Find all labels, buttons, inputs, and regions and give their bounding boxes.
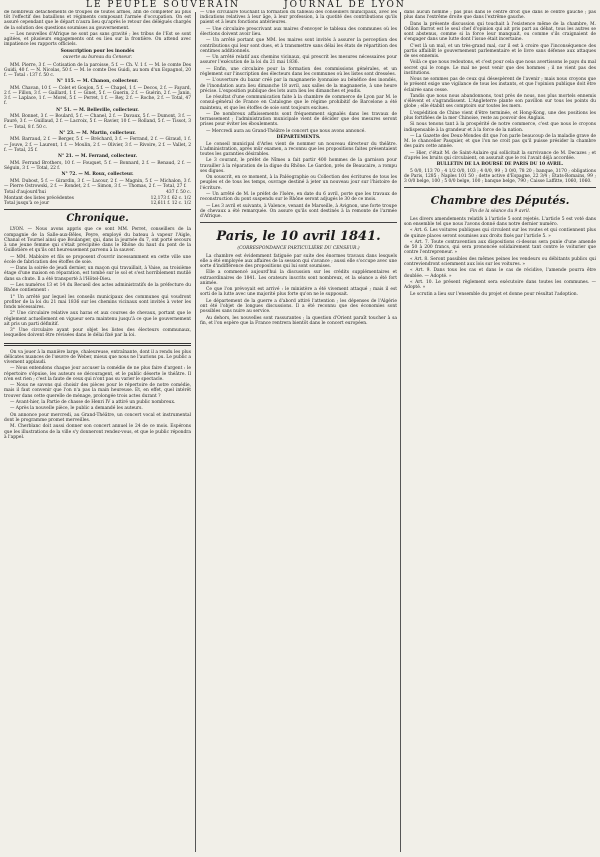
article-paragraph: — Un arrêté relatif aux chemins vicinaux, qui prescrit les mesures nécessaires pour assurer l'exécution de la loi du 21 mai 1836. [200,55,397,66]
article-paragraph: — Hier, c'était M. de Saint-Aulaire qui sollicitait la survivance de M. Decazes ; et d'après les bruits qui circulaient, on assurait que le roi l'avait déjà accordée. [404,150,596,161]
theatre-paragraph: — Nous entendons chaque jour accuser la comédie de ne plus faire d'argent : le répertoire s'épuise, les auteurs se découragent, et le public déserte le théâtre. Il n'en est rien ; c'est la faute de ceux qui n'ont pas su varier le spectacle. [4,366,191,382]
paris-paragraph: Le département de la guerre a d'abord attiré l'attention ; les dépenses de l'Algérie ont été l'objet de longues discussions. Il a été reconnu que des économies sont possibles sans nuire au service. [200,298,397,315]
list-line: MM. Dubost, 5 f. — Girardin, 3 f. — Lacour, 2 f. — Magnin, 5 f. — Michalon, 3 f. — Pierre Ostrowski, 2 f. — Rondet, 2 f. — Simon, 3 f. — Thomas, 2 f. — Total, 27 f. [4,178,191,189]
section-rule [404,187,596,188]
paris-paragraph: La chambre est évidemment fatiguée par suite des énormes travaux dans lesquels elle a été employée aux affaires de la session qui s'avance ; aussi elle s'occupe avec une sorte d'indifférence des propositions qui lui sont soumises. [200,253,397,269]
departements-paragraph: — Les 3 avril et suivants, à Valence, venant de Marseille, à Avignon, une forte troupe de chevaux a été remarquée. On assure qu'ils sont destinés à la remonte de l'armée d'Afrique. [200,203,397,219]
chronique-heading: Chronique. [66,213,129,225]
chambre-paragraph: « Art. 10. Le présent règlement sera exécutoire dans toutes les communes. — Adopté. » [404,279,596,291]
totals-amount: 12,173 f. 62 c. 1/2 [150,195,191,201]
masthead-right: JOURNAL DE LYON [284,0,406,10]
totals-label: Total d'aujourd'hui [4,190,46,196]
column-3 [404,10,596,853]
paris-paragraph: Au dehors, les nouvelles sont rassurantes ; la question d'Orient paraît toucher à sa fin, et l'on espère que la France rentrera bientôt dans le concert européen. [200,315,397,326]
departements-paragraph: Le conseil municipal d'Arles vient de nommer un nouveau directeur du théâtre. L'administration, après mûr examen, a reconnu que les propositions faites présentaient toutes les garanties désirables. [200,141,397,157]
chambre-paragraph: « Art. 8. Seront passibles des mêmes peines les vendeurs ou débitants publics qui contreviendront sciemment aux lois sur les voitures. » [404,256,596,267]
column-divider [195,12,196,852]
masthead-left: LE PEUPLE SOUVERAIN [86,0,240,10]
article-paragraph: Dans la présente discussion qui touchait à l'existence même de la chambre, M. Odilon Barrot est le seul chef d'opinion qui ait pris part au débat, tous les autres se sont abstenus, comme si la force leur manquait, ou comme s'ils craignaient de s'engager dans une lutte dont l'issue était incertaine. [404,21,596,43]
column-divider [400,12,401,852]
article-paragraph: C'est là un mal, et un très-grand mal, car il est à croire que l'inconséquence des partis affaiblit le gouvernement parlementaire et le livre sans défense aux attaques de ses ennemis. [404,43,596,59]
list-line: MM. Barraud, 2 f. — Berger, 5 f. — Bréchard, 3 f. — Ferrand, 2 f. — Giraud, 1 f. — Jouve, 2 f. — Laurent, 1 f. — Moulin, 2 f. — Olivier, 3 f. — Rivoire, 2 f. — Vallet, 2 f. — Total, 25 f. [4,137,191,153]
bourse-heading: BULLETIN DE LA BOURSE DE PARIS DU 10 AVRIL. [436,162,564,168]
departements-paragraph: — Un arrêté de M. le préfet de l'Isère, en date du 6 avril, porte que les travaux de reconstruction du pont suspendu sur le Rhône seront adjugés le 30 de ce mois. [200,191,397,203]
list-line: MM. Chavan, 10 f. — Colet et Goujon, 5 f. — Chapel, 1 f. — Decos, 2 f. — Fayard, 2 f. — Fillon, 3 f. — Gaillard, 1 f. — Ginet, 5 f. — Guerin, 2 f. — Guérin, 2 f. — Janin, 3 f. — Laplace, 1 f. — Morel, 5 f. — Perret, 1 f. — Rey, 2 f. — Roche, 2 f. — Total, 47 f. [4,85,191,107]
article-paragraph: Voilà ce que nous redoutons, et c'est pour cela que nous avertissons le pays du mal secret qui le ronge. Le mal ne peut venir que des hommes ; il ne vient pas des institutions. [404,60,596,76]
article-paragraph: — Mercredi aura au Grand-Théâtre le concert que nous avons annoncé. [206,128,366,134]
theatre-paragraph: M. Cherblanc doit aussi donner son concert annuel le 24 de ce mois. Espérons que les illustrations de la ville s'y donneront rendez-vous, et que le public répondra à l'appel. [4,424,191,440]
column-2 [200,10,397,853]
totals-row [4,201,191,206]
list-title: N° 51. — M. Belleville, collecteur. [56,107,139,113]
departements-paragraph: On souscrit, en ce moment, à la Paléographie ou Collection des écritures de tous les peuples et de tous les temps, ouvrage destiné à jeter un nouveau jour sur l'histoire de l'écriture. [200,175,397,191]
article-paragraph: L'expédition de Chine vient d'être terminée, et Hong-Kong, une des positions les plus fortifiées de la mer Chinoise, reste au pouvoir des Anglais. [404,110,596,121]
chambre-heading: Chambre des Députés. [430,194,570,208]
article-paragraph: dans aucun homme ; pas plus dans le centre droit que dans le centre gauche ; pas plus dans l'extrême droite que dans l'extrême gauche. [404,10,596,21]
article-paragraph: — Une circulaire prescrivant aux maires d'envoyer le tableau des communes où les élections doivent avoir lieu. [200,26,397,37]
chronique-paragraph: LYON. — Nous avons appris que ce sont MM. Perret, conseillers de la compagnie de la Salle-aux-Bêles, Peyre, employé du bateau à vapeur l'Aigle, Chanal et Tournel ainsi que Boulanger, qui, dans la journée du 7, ont porté secours à une jeune femme qui s'était précipitée dans le Rhône du haut du pont de la Guillotière et qu'ils ont heureusement parvenu à la sauver. [4,227,191,254]
bourse-text: 5 0/0, 113 70 ; 4 1/2 0/0, 103 ; 4 0/0, 99 ; 3 0/0, 78 20 ; banque, 3170 ; obligations de Paris, 1285 ; Naples 101 50 ; dette active d'Espagne, 22 3/4 ; États-Romains, 99 ; 3 0/0 belge, 100 ; 5 0/0 belge, 100 ; banque belge, 790 ; Caisse Laffitte, 1060, 1060. [404,168,596,185]
theatre-paragraph: On annonce pour mercredi, au Grand-Théâtre, un concert vocal et instrumental dont le programme promet merveilles. [4,412,191,423]
subscription-line: MM. Pierre, 3 f. — Cotisation de la paroisse, 5 f. — Ch. V. 1 f. — M. le comte Des Guidi, 40 f. — N. Nicolas, 50 f. — M. le comte Des Guidi, au nom d'un Espagnol, 20 f. — Total : 137 f. 50 c. [4,62,191,79]
list-title: N° 23. — M. Martin, collecteur. [59,131,136,137]
article-paragraph: Tandis que nous nous abandonnons, tout près de nous, nos plus mortels ennemis s'élèvent et s'agrandissent. L'Angleterre plante son pavillon sur tous les points du globe ; elle établit ses comptoirs sur toutes les mers. [404,93,596,110]
chronique-paragraph: 2° Une circulaire relative aux haras et aux courses de chevaux, portant que le règlement actuellement en vigueur sera maintenu jusqu'à ce que le gouvernement ait pris un parti définitif. [4,311,191,327]
paris-paragraph: Ce que l'on prévoyait est arrivé : le ministère a été vivement attaqué ; mais il est sorti de la lutte avec une majorité plus forte qu'on ne le supposait. [200,287,397,298]
chronique-paragraph: 3° Une circulaire ayant pour objet les listes des électeurs communaux, lesquelles doivent être révisées dans le délai fixé par la loi. [4,328,191,339]
list-title: N° 72. — M. Roux, collecteur. [61,172,134,178]
article-paragraph: Le résultat d'une communication faite à la chambre de commerce de Lyon par M. le consul-général de France en Catalogne que le régime prohibitif de Barcelone a été maintenu, et que les étoffes de soie sont toujours exclues. [200,95,397,111]
chronique-paragraph: — Dans la soirée de jeudi dernier, un maçon qui travaillait, à Vaise, au troisième étage d'une maison en réparation, est tombé sur le sol et s'est horriblement mutilé dans sa chute. Il a été transporté à l'Hôtel-Dieu. [4,266,191,282]
paris-heading: Paris, le 10 avril 1841. [216,229,381,245]
chambre-paragraph: « Art. 6. Les voitures publiques qui circulent sur les routes et qui contiennent plus de quinze places seront soumises aux droits fixés par l'article 5. » [404,228,596,239]
article-paragraph: Si nous tenons tant à la prospérité de notre commerce, c'est que nous le croyons indispensable à la grandeur et à la force de la nation. [404,122,596,133]
article-paragraph: de nombreux détachements de troupes de toutes armes, afin de compléter au plus tôt l'effectif des bataillons et régiments composant l'armée d'occupation. On est assuré cependant que le départ n'aura lieu qu'après le retour des délégués chargés de la solution des questions soumises au gouvernement. [4,10,191,31]
departements-heading: DÉPARTEMENTS. [276,135,321,141]
article-paragraph: — De nombreux affaissements sont fréquemment signalés dans les travaux de terrassement ; l'administration municipale vient de décider que des mesures seront prises pour éviter les éboulements. [200,111,397,128]
paris-paragraph: Elle a commencé aujourd'hui la discussion sur les crédits supplémentaires et extraordinaires de 1841. Les orateurs inscrits sont nombreux, et la séance a été fort animée. [200,270,397,286]
article-paragraph: — Une circulaire touchant la formation du tableau des conseillers municipaux, avec les indications relatives à leur âge, à leur profession, à la quotité des contributions qu'ils paient et à leurs fonctions antérieures. [200,10,397,26]
article-paragraph: — L'ouverture du bazar créé par la magnanerie lyonnaise au bénéfice des inondés, de l'inondation aura lieu dimanche 18 avril, aux salles de la magnanerie, à une heure précise. L'exposition publique des lots aura lieu les dimanches et jeudis. [200,78,397,94]
section-rule [4,209,191,210]
list-line: MM. Ferrand Brothers, 10 f. — Fouquet, 5 f. — Bonnard, 2 f. — Renaud, 2 f. — Séguin, 3 f. — Total, 22 f. [4,160,191,171]
list-line: MM. Bonnet, 3 f. — Boulard, 5 f. — Chanel, 2 f. — Davaux, 5 f. — Dumont, 3 f. — Fauré, 3 f. — Guillaud, 2 f. — Lacroix, 5 f. — Ravier, 10 f. — Rolland, 5 f. — Tissot, 3 f. — Total, 8 f. 50 c. [4,114,191,130]
section-rule [200,222,397,223]
chambre-paragraph: « Art. 9. Dans tous les cas et dans le cas de récidive, l'amende pourra être doublée. — Adopté. » [404,268,596,279]
paris-subheading: (CORRESPONDANCE PARTICULIÈRE DU CENSEUR.) [237,246,360,252]
column-1 [4,10,191,853]
masthead [0,0,600,10]
chambre-subheading: Fin de la séance du 9 avril. [469,209,531,215]
subscription-title: Souscription pour les inondés [60,48,135,54]
departements-paragraph: Le 3 courant, le préfet de Nîmes a fait partir 400 hommes de la garnison pour travailler à la réparation de la digue du Rhône. Le Gardon, près de Beaucaire, a rompu ses digues. [200,158,397,174]
article-paragraph: — Un arrêté portant que MM. les maires sont invités à assurer la perception des contributions qui leur sont dues, et à transmettre sans délai les états de répartition des centimes additionnels. [200,38,397,54]
totals-table [4,190,191,206]
totals-label: Total jusqu'à ce jour [4,201,50,207]
article-paragraph: Nous ne sommes pas de ceux qui désespèrent de l'avenir ; mais nous croyons que le présent exige une vigilance de tous les instants, et que l'opinion publique doit être éclairée sans cesse. [404,77,596,93]
article-paragraph: — La Gazette des Deux-Mondes dit que l'on parle beaucoup de la maladie grave de M. le chancelier Pasquier, et que l'on ne croit pas qu'il puisse présider la chambre des pairs cette année. [404,133,596,150]
theatre-paragraph: — Après la nouvelle pièce, le public a demandé les auteurs. [10,406,143,412]
chambre-paragraph: Le scrutin a lieu sur l'ensemble du projet et donne pour résultat l'adoption. [410,291,579,297]
theatre-paragraph: — Avant-hier, la Partie de chasse de Henri IV a attiré un public nombreux. [10,400,176,406]
chambre-paragraph: « Art. 7. Toute contravention aux dispositions ci-dessus sera punie d'une amende de 50 à 200 francs, qui sera prononcée solidairement tant contre le voiturier que contre l'entrepreneur. » [404,239,596,256]
totals-amount: 12,611 f. 12 c. 1/2 [150,201,191,207]
list-title: N° 21. — M. Ferrand, collecteur. [57,154,138,160]
totals-label: Montant des listes précédentes [4,195,74,201]
totals-amount: 437 f. 50 c. [166,190,191,196]
chronique-paragraph: — Les numéros 13 et 14 du Recueil des actes administratifs de la préfecture du Rhône contiennent : [4,283,191,294]
subscription-subtitle: ouverte au bureau du Censeur. [63,55,132,61]
article-paragraph: — Les nouvelles d'Afrique ne sont pas sans gravité ; les tribus de l'Est se sont agitées, et plusieurs engagements ont eu lieu sur la frontière. On attend avec impatience les rapports officiels. [4,32,191,48]
theatre-paragraph: — Nous ne savons qui choisir des pièces pour le répertoire de notre comédie, mais il faut convenir que l'on n'a pas la main heureuse. Et, en effet, quel intérêt trouver dans cette querelle de ménage, prolongée trois actes durant ? [4,383,191,399]
chambre-paragraph: Les divers amendements relatifs à l'article 5 sont rejetés. L'article 5 est voté dans son ensemble tel que nous l'avons donné dans notre dernier numéro. [404,216,596,227]
chronique-paragraph: — MM. Mabloire et fils se proposent d'ouvrir incessamment en cette ville une école de fabrication des étoffes de soie. [4,254,191,265]
list-title: N° 115. — M. Chanon, collecteur. [56,79,139,85]
section-rule [4,343,191,346]
chronique-paragraph: 1° Un arrêté par lequel les conseils municipaux des communes qui voudront profiter de la loi du 21 mai 1836 sur les chemins vicinaux sont invités à voter les fonds nécessaires. [4,294,191,311]
theatre-paragraph: On va jouer à la manière large, chaleureuse, entraînante, dont il a rendu les plus délicates nuances de l'œuvre de Weber, mieux que nous ne l'aurions pu. Le public a vivement applaudi. [4,349,191,366]
article-paragraph: — Enfin, une circulaire pour la formation des commissions générales, et un règlement sur l'inscription des électeurs dans les communes où les listes sont dressées. [200,66,397,77]
